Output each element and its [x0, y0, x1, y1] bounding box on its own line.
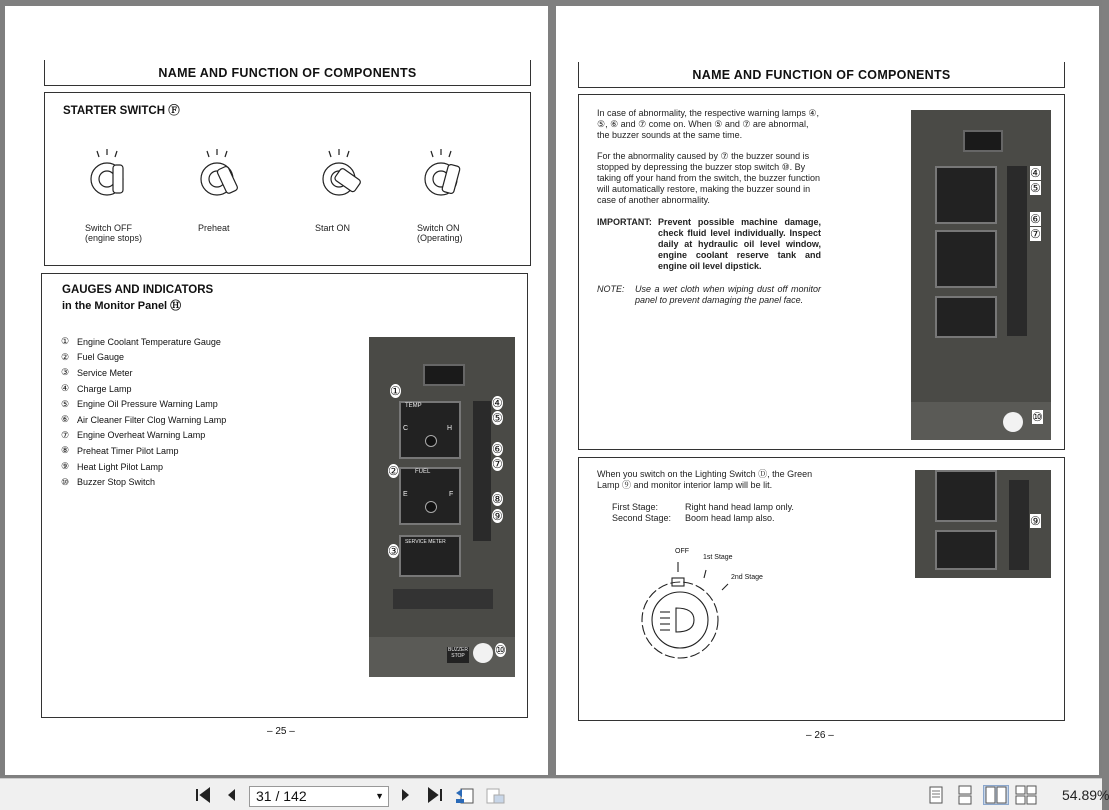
callout-5: ⑤	[492, 411, 503, 425]
buzzer-paragraph: For the abnormality caused by ⑦ the buzzer sound is stopped by depressing the buzzer stop switch ⑩. By taking off your hand from the switch, the buzzer function will automatically restore, making the buzzer sound in case of another abnormality.	[597, 151, 820, 205]
list-item: ① Engine Coolant Temperature Gauge	[61, 336, 221, 347]
previous-page-icon	[225, 787, 237, 803]
switch-off-label: Switch OFF (engine stops)	[85, 223, 143, 243]
callout-7: ⑦	[1030, 227, 1041, 241]
page-number: – 26 –	[806, 730, 834, 741]
switch-start-label: Start ON	[315, 223, 351, 233]
continuous-facing-view-button[interactable]	[1015, 785, 1037, 805]
starter-switch-title: STARTER SWITCH Ⓕ	[63, 105, 180, 117]
zoom-level[interactable]: 54.89%	[1062, 787, 1109, 803]
viewer-toolbar	[0, 778, 1109, 810]
starter-switch-section	[44, 92, 531, 266]
stage-2-label: Second Stage:	[612, 513, 672, 523]
page-header-box	[44, 60, 531, 86]
callout-1: ①	[390, 384, 401, 398]
page-25	[5, 6, 548, 775]
single-page-icon	[928, 786, 944, 804]
go-forward-view-button[interactable]	[483, 785, 507, 805]
note-label: NOTE:	[597, 284, 625, 294]
stage-2-value: Boom head lamp also.	[685, 513, 775, 523]
previous-page-button[interactable]	[222, 785, 240, 805]
important-text: Prevent possible machine damage, check fluid level individually. Inspect daily at hydraulic oil level window, engine coolant reserve tank and engine oil level dipstick.	[658, 217, 821, 271]
page-number: – 25 –	[267, 726, 295, 737]
callout-10: ⑩	[1032, 410, 1043, 424]
callout-7: ⑦	[492, 457, 503, 471]
list-item: ⑤ Engine Oil Pressure Warning Lamp	[61, 398, 218, 410]
starter-switch-diagrams	[85, 149, 505, 204]
switch-on-label: Switch ON (Operating)	[417, 223, 463, 243]
last-page-button[interactable]	[424, 785, 446, 805]
switch-2nd-stage-text: 2nd Stage	[731, 574, 763, 581]
list-item: ③ Service Meter	[61, 367, 133, 378]
switch-on-icon	[425, 149, 460, 195]
list-item: ⑩ Buzzer Stop Switch	[61, 476, 156, 488]
continuous-facing-icon	[1015, 786, 1037, 804]
page-header: NAME AND FUNCTION OF COMPONENTS	[692, 68, 951, 82]
callout-10: ⑩	[495, 643, 506, 657]
last-page-icon	[426, 787, 444, 803]
chevron-down-icon: ▼	[375, 791, 384, 801]
callout-2: ②	[388, 464, 399, 478]
page-number-input[interactable]: 31 / 142 ▼	[249, 786, 389, 807]
back-view-icon	[454, 785, 476, 805]
callout-3: ③	[388, 544, 399, 558]
callout-4: ④	[1030, 166, 1041, 180]
warning-paragraph: In case of abnormality, the respective warning lamps ④, ⑤, ⑥ and ⑦ come on. When ⑤ and ⑦ are abnormal, the buzzer sounds at the same time.	[597, 108, 820, 140]
callout-6: ⑥	[1030, 212, 1041, 226]
callout-8: ⑧	[492, 492, 503, 506]
page-header: NAME AND FUNCTION OF COMPONENTS	[158, 66, 417, 80]
list-item: ⑥ Air Cleaner Filter Clog Warning Lamp	[61, 414, 227, 425]
stage-1-label: First Stage:	[612, 502, 659, 512]
gauges-title: GAUGES AND INDICATORS in the Monitor Panel Ⓗ	[62, 284, 214, 312]
callout-9: ⑨	[1030, 514, 1041, 528]
list-item: ⑧ Preheat Timer Pilot Lamp	[61, 445, 179, 456]
list-item: ② Fuel Gauge	[61, 351, 125, 363]
switch-off-text: OFF	[675, 548, 689, 555]
callout-5: ⑤	[1030, 181, 1041, 195]
facing-view-button[interactable]	[983, 785, 1009, 805]
next-page-icon	[400, 787, 412, 803]
page-26	[556, 6, 1099, 775]
callout-4: ④	[492, 396, 503, 410]
switch-start-icon	[323, 149, 361, 195]
callout-9: ⑨	[492, 509, 503, 523]
single-page-view-button[interactable]	[926, 785, 946, 805]
go-back-view-button[interactable]	[453, 785, 477, 805]
important-label: IMPORTANT:	[597, 217, 652, 227]
page-header-box	[578, 62, 1065, 88]
first-page-icon	[194, 787, 212, 803]
switch-preheat-icon	[201, 149, 238, 195]
continuous-view-button[interactable]	[955, 785, 975, 805]
switch-1st-stage-text: 1st Stage	[703, 554, 733, 561]
monitor-panel-photo-right	[911, 110, 1051, 440]
first-page-button[interactable]	[192, 785, 214, 805]
switch-preheat-label: Preheat	[198, 223, 230, 233]
callout-6: ⑥	[492, 442, 503, 456]
list-item: ④ Charge Lamp	[61, 383, 132, 394]
continuous-page-icon	[957, 786, 973, 804]
switch-off-icon	[91, 149, 123, 195]
stage-1-value: Right hand head lamp only.	[685, 502, 794, 512]
list-item: ⑨ Heat Light Pilot Lamp	[61, 461, 164, 472]
list-item: ⑦ Engine Overheat Warning Lamp	[61, 429, 206, 441]
note-text: Use a wet cloth when wiping dust off monitor panel to prevent damaging the panel face.	[635, 284, 821, 305]
monitor-panel-photo: TEMP C H FUEL E F SERVICE METER BUZZER STOP	[369, 337, 515, 677]
facing-pages-icon	[985, 786, 1007, 804]
gauges-list	[61, 334, 226, 490]
forward-view-icon	[484, 785, 506, 805]
lighting-paragraph: When you switch on the Lighting Switch Ⓓ, the Green Lamp ⑨ and monitor interior lamp will be lit.	[597, 469, 813, 490]
next-page-button[interactable]	[397, 785, 415, 805]
